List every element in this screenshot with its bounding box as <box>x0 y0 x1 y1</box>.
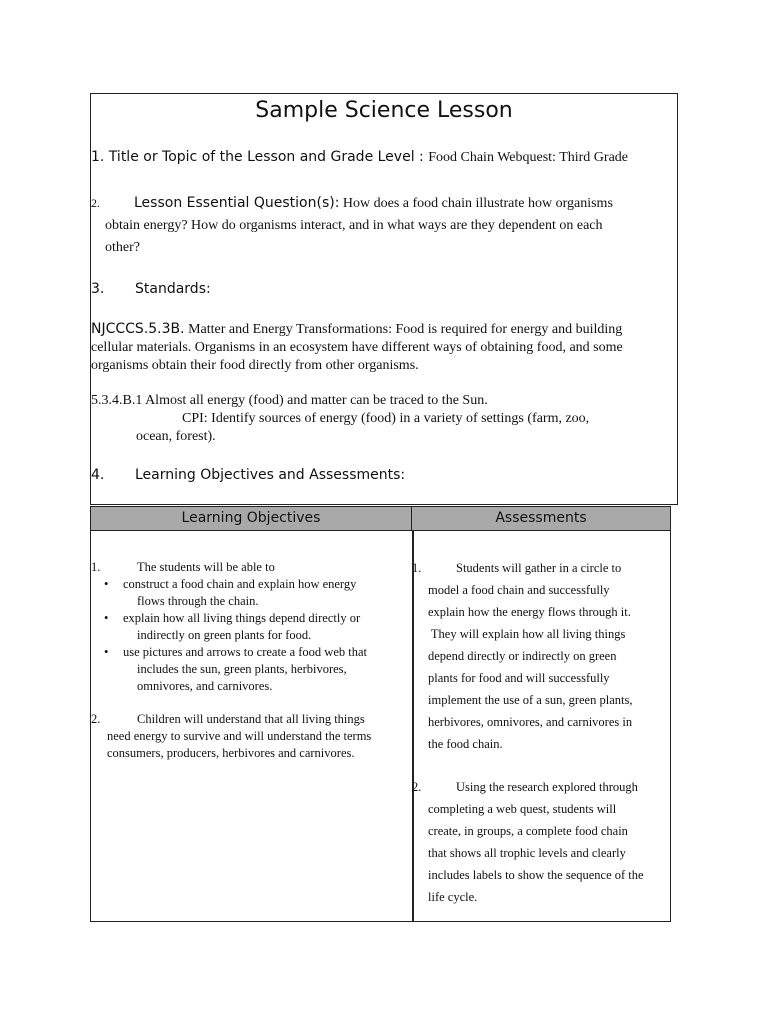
assessment-line: They will explain how all living things <box>428 627 626 641</box>
assessment-2 <box>412 776 668 908</box>
assessment-line: completing a web quest, students will <box>428 802 617 816</box>
assessment-line: depend directly or indirectly on green <box>428 649 617 663</box>
assessment-line: explain how the energy flows through it. <box>428 605 631 619</box>
standard-code: NJCCCS.5.3B. <box>91 321 185 337</box>
objective-2 <box>91 711 409 762</box>
list-item <box>91 610 409 644</box>
bullet-line: includes the sun, green plants, herbivores, <box>137 662 347 676</box>
assessment-line: implement the use of a sun, green plants, <box>428 693 633 707</box>
assessment-line: that shows all trophic levels and clearly <box>428 846 626 860</box>
assessment-line: herbivores, omnivores, and carnivores in <box>428 715 633 729</box>
assessments-column <box>412 557 668 908</box>
essential-question-number: 2. <box>91 196 100 210</box>
objective-line: consumers, producers, herbivores and carnivores. <box>107 746 355 760</box>
essential-question <box>91 192 677 259</box>
objective-line: Children will understand that all living things <box>137 712 365 726</box>
objective-intro-text: The students will be able to <box>137 560 275 574</box>
essential-question-line-2: obtain energy? How do organisms interact, and in what ways are they dependent on each <box>105 218 603 233</box>
assessment-line: life cycle. <box>428 890 478 904</box>
standards-heading <box>91 280 211 298</box>
assessment-line: create, in groups, a complete food chain <box>428 824 628 838</box>
essential-question-label: Lesson Essential Question(s): <box>134 195 340 211</box>
bullet-line: flows through the chain. <box>137 594 259 608</box>
standards-label: Standards: <box>135 281 211 297</box>
objective-line: need energy to survive and will understand the terms <box>107 729 372 743</box>
bullet-icon: • <box>104 645 109 659</box>
standard-line-1: Matter and Energy Transformations: Food is required for energy and building <box>188 322 623 337</box>
table-header-objectives: Learning Objectives <box>91 507 412 531</box>
objective-number: 2. <box>91 712 101 726</box>
objective-intro <box>91 559 409 576</box>
cpi-line-3: ocean, forest). <box>136 429 216 444</box>
topic-label: 1. Title or Topic of the Lesson and Grade Level : <box>91 149 424 165</box>
assessment-1 <box>412 557 668 755</box>
objectives-column <box>91 559 409 762</box>
essential-question-line-1: How does a food chain illustrate how organisms <box>342 196 613 211</box>
assessment-number: 2. <box>412 780 422 794</box>
cpi-text <box>91 392 677 446</box>
topic-value: Food Chain Webquest: Third Grade <box>428 150 628 165</box>
lesson-header-box <box>90 93 678 505</box>
bullet-icon: • <box>104 611 109 625</box>
assessment-line: Students will gather in a circle to <box>456 561 622 575</box>
cpi-line-2: CPI: Identify sources of energy (food) in a variety of settings (farm, zoo, <box>182 411 590 426</box>
standard-text <box>91 320 677 375</box>
table-header-assessments: Assessments <box>412 507 670 531</box>
objectives-label: Learning Objectives and Assessments: <box>135 467 406 483</box>
standard-line-2: cellular materials. Organisms in an ecosystem have different ways of obtaining food, and some <box>91 340 623 355</box>
assessment-line: model a food chain and successfully <box>428 583 610 597</box>
objectives-table <box>90 506 671 922</box>
topic-line <box>91 148 628 167</box>
assessment-line: the food chain. <box>428 737 503 751</box>
bullet-line: omnivores, and carnivores. <box>137 679 273 693</box>
bullet-line: use pictures and arrows to create a food web that <box>123 645 368 659</box>
objectives-number: 4. <box>91 467 105 483</box>
page-title: Sample Science Lesson <box>255 98 513 123</box>
assessment-line: includes labels to show the sequence of the <box>428 868 644 882</box>
bullet-line: construct a food chain and explain how energy <box>123 577 357 591</box>
objective-number: 1. <box>91 560 101 574</box>
assessment-line: Using the research explored through <box>456 780 638 794</box>
essential-question-line-3: other? <box>105 240 140 255</box>
bullet-icon: • <box>104 577 109 591</box>
assessment-number: 1. <box>412 561 422 575</box>
standard-line-3: organisms obtain their food directly from other organisms. <box>91 358 419 373</box>
standards-number: 3. <box>91 281 105 297</box>
bullet-line: explain how all living things depend directly or <box>123 611 361 625</box>
list-item <box>91 576 409 610</box>
cpi-line-1: 5.3.4.B.1 Almost all energy (food) and matter can be traced to the Sun. <box>91 393 488 408</box>
bullet-line: indirectly on green plants for food. <box>137 628 312 642</box>
assessment-line: plants for food and will successfully <box>428 671 610 685</box>
list-item <box>91 644 409 695</box>
objectives-heading <box>91 466 405 484</box>
